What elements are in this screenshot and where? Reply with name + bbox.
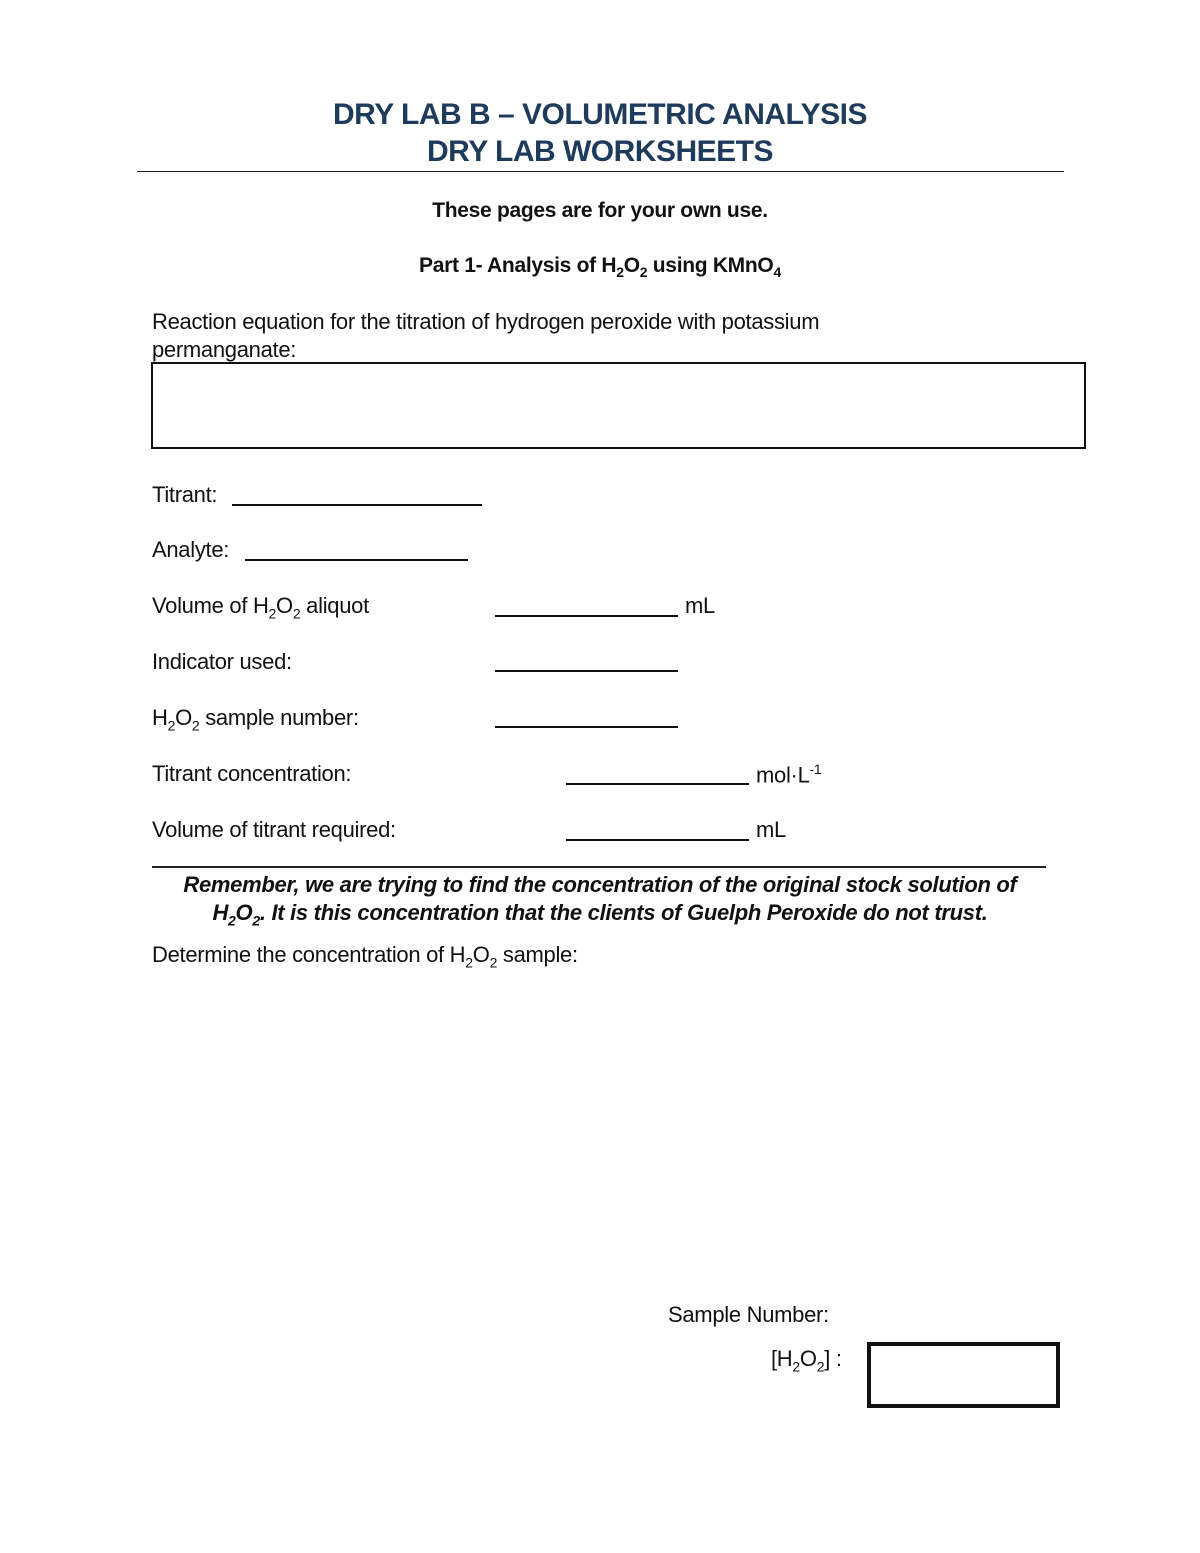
titrant-label: Titrant: — [152, 482, 218, 507]
titrant-concentration-unit: $mol\cdot L^{-1}$ — [756, 761, 822, 788]
answer-sample-number-label: Sample Number: — [668, 1302, 829, 1327]
titrant-volume-unit: mL — [756, 817, 786, 842]
volume-aliquot-unit: mL — [685, 593, 715, 618]
indicator-blank[interactable] — [495, 670, 678, 672]
analyte-blank[interactable] — [245, 559, 468, 561]
titrant-concentration-blank[interactable] — [566, 783, 749, 785]
reaction-prompt-line-1: Reaction equation for the titration of hydrogen peroxide with potassium — [152, 309, 820, 334]
reaction-prompt-line-2: permanganate: — [152, 337, 297, 362]
answer-concentration-box[interactable] — [867, 1342, 1060, 1408]
titrant-concentration-label: Titrant concentration: — [152, 761, 352, 786]
indicator-label: Indicator used: — [152, 649, 292, 674]
title-divider — [137, 171, 1064, 172]
titrant-blank[interactable] — [232, 504, 482, 506]
sample-number-label: $H_2O_2$ sample number: — [152, 705, 359, 734]
intro-text: These pages are for your own use. — [432, 199, 768, 222]
page-title-line-1: DRY LAB B – VOLUMETRIC ANALYSIS — [332, 98, 867, 131]
reaction-equation-box[interactable] — [151, 362, 1086, 449]
analyte-label: Analyte: — [152, 537, 230, 562]
note-line-2: $H_2O_2$. It is this concentration that the clients of Guelph Peroxide do not trust. — [212, 900, 988, 929]
volume-aliquot-label: Volume of $H_2O_2$ aliquot — [152, 593, 369, 622]
part1-heading: Part 1- Analysis of $H_2O_2$ using KMnO$_4$ — [419, 254, 781, 281]
titrant-volume-blank[interactable] — [566, 839, 749, 841]
note-line-1: Remember, we are trying to find the concentration of the original stock solution of — [183, 872, 1017, 897]
sample-number-blank[interactable] — [495, 726, 678, 728]
answer-concentration-label: $[H_2O_2]$ : — [771, 1346, 842, 1375]
determine-label: Determine the concentration of $H_2O_2$ sample: — [152, 942, 578, 971]
note-divider — [152, 866, 1046, 868]
titrant-volume-label: Volume of titrant required: — [152, 817, 396, 842]
volume-aliquot-blank[interactable] — [495, 615, 678, 617]
page-title-line-2: DRY LAB WORKSHEETS — [426, 135, 774, 168]
